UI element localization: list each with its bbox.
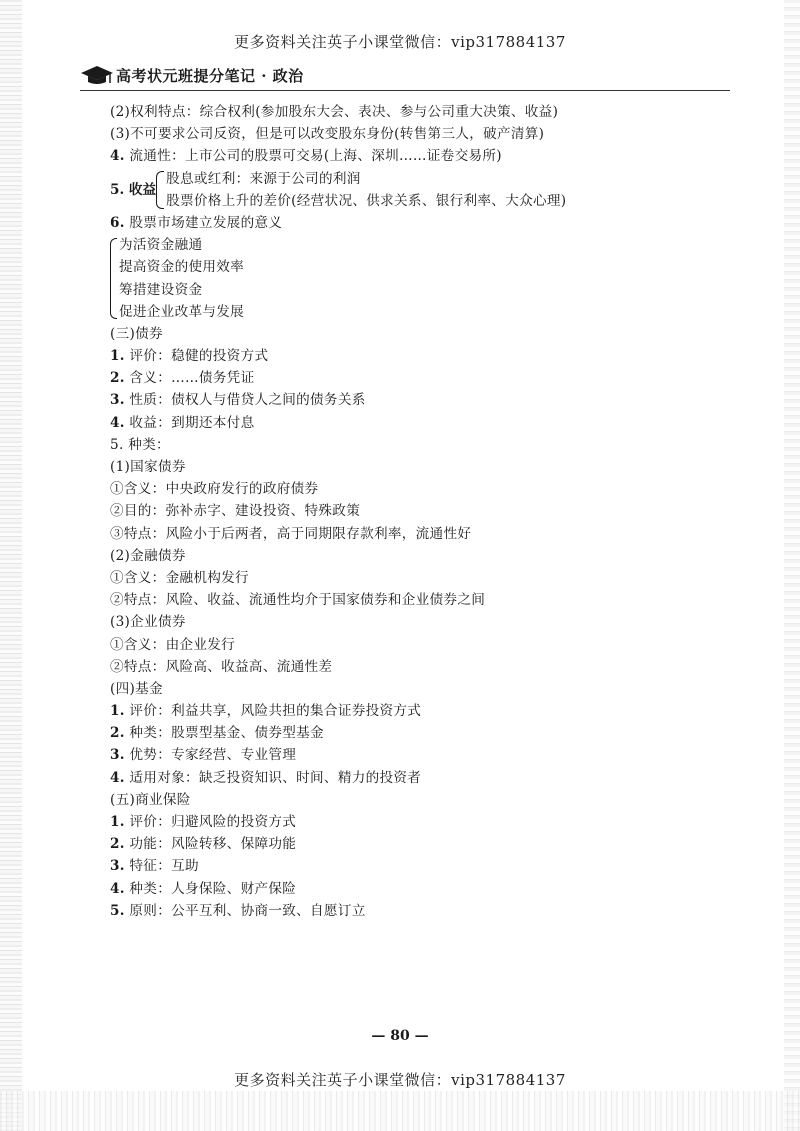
item-text: 原则：公平互利、协商一致、自愿订立 [124,902,366,919]
item-text: ①含义：由企业发行 [110,636,236,653]
significance-items [119,234,244,323]
note-line [110,878,730,900]
note-line [110,434,730,456]
item-number: 4. [110,769,125,786]
note-line [110,722,730,744]
scan-noise-left [0,0,22,1131]
item-text: 收益：到期还本付息 [124,414,255,431]
item-text: 种类：股票型基金、债券型基金 [124,725,324,742]
note-line [110,367,730,389]
item-number: 3. [110,858,125,875]
item-text: (2)金融债券 [110,547,186,564]
income-items [166,168,566,212]
item-text: 优势：专家经营、专业管理 [124,747,297,764]
item-text: ③特点：风险小于后两者，高于同期限存款利率，流通性好 [110,525,472,542]
item-text: ①含义：中央政府发行的政府债券 [110,481,319,498]
note-line [110,833,730,855]
page-number: — 80 — [371,1028,429,1044]
note-line [110,478,730,500]
note-line [110,900,730,922]
item-number: 3. [110,747,125,764]
watermark-top: 更多资料关注英子小课堂微信：vip317884137 [234,33,566,51]
item-text: 种类：人身保险、财产保险 [124,880,297,897]
note-line-item4 [110,145,730,167]
item-text: 评价：归避风险的投资方式 [124,814,297,831]
item-text: 流通性：上市公司的股票可交易(上海、深圳……证卷交易所) [124,148,502,165]
significance-item: 筹措建设资金 [119,281,203,298]
notes-list [110,323,730,922]
item-text: ②特点：风险、收益、流通性均介于国家债券和企业债券之间 [110,592,486,609]
note-line [110,456,730,478]
note-line [110,611,730,633]
item-text: (五)商业保险 [110,791,191,808]
item-text: (3)企业债券 [110,614,186,631]
note-line [110,545,730,567]
note-line [110,389,730,411]
item-number: 5. [110,902,125,919]
item-text: 适用对象：缺乏投资知识、时间、精力的投资者 [124,769,422,786]
item-number: 2. [110,836,125,853]
item-number: 4. [110,880,125,897]
income-item: 股票价格上升的差价(经营状况、供求关系、银行利率、大众心理) [166,192,567,209]
brace-icon [156,171,164,209]
income-item: 股息或红利：来源于公司的利润 [166,170,361,187]
item-text: (四)基金 [110,680,163,697]
note-line: (2)权利特点：综合权利(参加股东大会、表决、参与公司重大决策、收益) [110,104,559,120]
item-number: 1. [110,348,125,365]
note-line [110,744,730,766]
note-line [110,567,730,589]
item-number: 6. [110,214,125,231]
significance-item: 提高资金的使用效率 [119,259,245,276]
note-line [110,634,730,656]
income-group [110,168,730,212]
note-line [110,345,730,367]
item-text: 性质：债权人与借贷人之间的债务关系 [124,392,366,409]
note-line [110,678,730,700]
note-line: (3)不可要求公司反资，但是可以改变股东身份(转售第三人，破产清算) [110,126,545,143]
item-text: ①含义：金融机构发行 [110,569,249,586]
item-text: 含义：……债务凭证 [124,370,255,387]
brace-icon [110,238,117,319]
note-line-item6 [110,212,730,234]
header-title: 高考状元班提分笔记 · 政治 [116,66,304,85]
item-number: 1. [110,703,125,720]
item-text: 评价：利益共享，风险共担的集合证券投资方式 [124,703,422,720]
note-line [110,323,730,345]
significance-group [110,234,730,323]
notes-content [110,101,730,922]
note-line [110,523,730,545]
item-number: 2. [110,370,125,387]
item-number: 4. [110,148,125,165]
item-text: 功能：风险转移、保障功能 [124,836,297,853]
item-number: 3. [110,392,125,409]
scan-noise-right [784,0,800,1131]
item-number: 1. [110,814,125,831]
significance-item: 为活资金融通 [119,237,203,254]
note-line [110,811,730,833]
note-line [110,700,730,722]
page-header [80,62,730,88]
item-text: 评价：稳健的投资方式 [124,348,269,365]
note-line [110,855,730,877]
item-number: 4. [110,414,125,431]
item-text: 股票市场建立发展的意义 [124,214,283,231]
item-number: 2. [110,725,125,742]
item-text: ②目的：弥补赤字、建设投资、特殊政策 [110,503,361,520]
note-line [110,789,730,811]
note-line [110,767,730,789]
scan-noise-bottom [0,1091,800,1131]
header-divider [80,90,730,91]
item-text: 5. 种类： [110,436,170,453]
item-text: (1)国家债券 [110,459,186,476]
graduation-cap-icon [80,64,114,86]
item-text: 特征：互助 [124,858,199,875]
note-line [110,656,730,678]
note-line [110,412,730,434]
watermark-bottom: 更多资料关注英子小课堂微信：vip317884137 [234,1071,566,1089]
item-text: ②特点：风险高、收益高、流通性差 [110,658,333,675]
income-label: 5. 收益 [110,181,157,198]
note-line [110,589,730,611]
significance-item: 促进企业改革与发展 [119,303,245,320]
note-line [110,500,730,522]
item-text: (三)债券 [110,325,163,342]
